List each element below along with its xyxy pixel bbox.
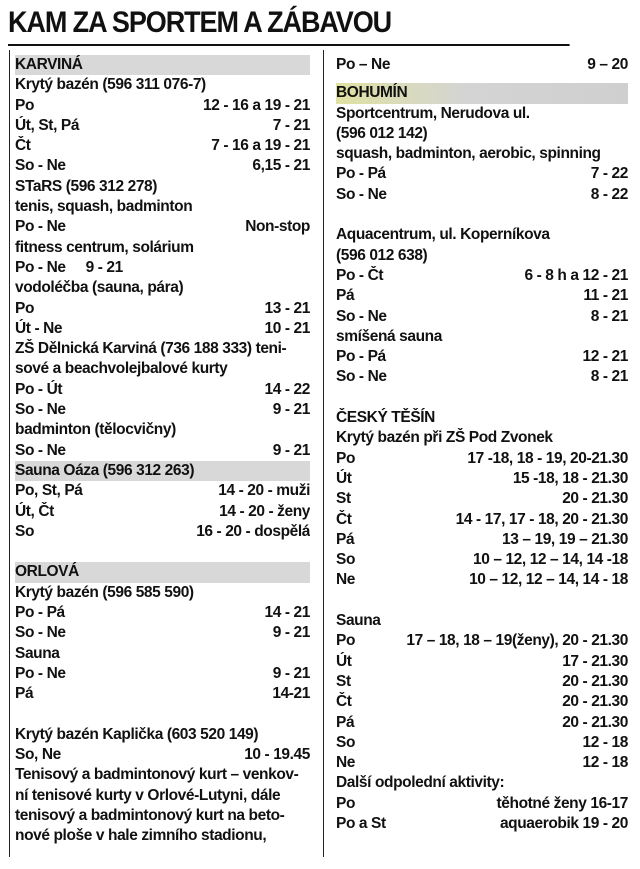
hours-value: 20 - 21.30 — [562, 672, 628, 690]
hours-value: 10 – 12, 12 – 14, 14 -18 — [472, 551, 628, 569]
days-label: Pá — [336, 287, 355, 305]
schedule-row — [336, 347, 628, 367]
hours-value: 14-21 — [272, 685, 310, 703]
hours-value: 9 – 20 — [587, 56, 628, 73]
spacer — [336, 388, 628, 408]
line-text: Krytý bazén Kaplička (603 520 149) — [15, 725, 259, 743]
line-text: nové ploše v hale zimního stadionu, — [15, 827, 267, 845]
section-heading — [336, 83, 628, 103]
schedule-row — [15, 502, 310, 522]
hours-value: 7 - 22 — [590, 165, 628, 183]
hours-value: 13 – 19, 19 – 21.30 — [502, 530, 628, 548]
text-line — [15, 339, 310, 359]
hours-value: 13 - 21 — [264, 299, 310, 317]
schedule-row — [336, 530, 628, 550]
days-label: Út, Čt — [15, 502, 54, 520]
schedule-row — [336, 55, 628, 75]
hours-value: 10 - 19.45 — [244, 746, 310, 764]
hours-value: 8 - 22 — [590, 185, 628, 203]
text-line — [15, 786, 310, 806]
hours-value: 14 - 17, 17 - 18, 20 - 21.30 — [455, 510, 628, 528]
days-label: So - Ne — [336, 307, 387, 325]
hours-value: 9 - 21 — [272, 401, 310, 419]
line-text: tenis, squash, badminton — [15, 198, 193, 216]
text-line — [15, 806, 310, 826]
schedule-row — [336, 469, 628, 489]
page-title: KAM ZA SPORTEM A ZÁBAVOU — [8, 4, 570, 46]
days-label: So - Ne — [15, 157, 66, 175]
column-divider — [323, 50, 324, 857]
schedule-row — [15, 441, 310, 461]
schedule-row — [336, 692, 628, 712]
days-label: St — [336, 490, 351, 508]
text-line — [336, 327, 628, 347]
text-line — [15, 75, 310, 95]
text-line — [336, 104, 628, 124]
schedule-row — [15, 745, 310, 765]
text-line — [15, 583, 310, 603]
hours-value: 14 - 20 - muži — [218, 482, 310, 500]
text-line — [336, 773, 628, 793]
spacer — [336, 591, 628, 611]
text-line — [336, 408, 628, 428]
schedule-row — [336, 307, 628, 327]
days-label: Po — [15, 299, 35, 317]
section-heading — [15, 461, 310, 481]
schedule-row — [336, 794, 628, 814]
text-line — [336, 144, 628, 164]
days-label: Út — [336, 652, 352, 670]
schedule-row — [336, 570, 628, 590]
line-text: ZŠ Dělnická Karviná (736 188 333) teni- — [15, 340, 287, 358]
line-text: tenisový a badmintonový kurt na beto- — [15, 806, 285, 824]
schedule-row — [15, 400, 310, 420]
text-line — [15, 644, 310, 664]
schedule-row — [15, 156, 310, 176]
hours-value: 17 – 18, 18 – 19(ženy), 20 - 21.30 — [406, 632, 628, 650]
days-label: BOHUMÍN — [336, 84, 408, 102]
days-label: St — [336, 672, 351, 690]
hours-value: 9 - 21 — [272, 441, 310, 459]
text-line — [336, 246, 628, 266]
line-text: smíšená sauna — [336, 327, 442, 345]
days-label: Po — [336, 632, 356, 650]
hours-value: 10 – 12, 12 – 14, 14 - 18 — [469, 571, 628, 589]
text-line — [15, 197, 310, 217]
days-label: Čt — [336, 510, 352, 528]
hours-value: 9 - 21 — [272, 624, 310, 642]
text-line — [336, 611, 628, 631]
days-label: So - Ne — [15, 401, 66, 419]
days-label: So - Ne — [15, 441, 66, 459]
schedule-row — [336, 489, 628, 509]
spacer — [15, 705, 310, 725]
schedule-row — [336, 367, 628, 387]
hours-value: 12 - 18 — [582, 754, 628, 772]
line-text: Sauna — [336, 612, 381, 630]
days-label: Po – Ne — [336, 56, 391, 73]
line-text: Další odpolední aktivity: — [336, 774, 505, 792]
text-line — [15, 177, 310, 197]
line-text: Tenisový a badmintonový kurt – venkov- — [15, 766, 299, 784]
schedule-row — [336, 652, 628, 672]
schedule-row — [336, 814, 628, 834]
line-text: (596 012 142) — [336, 124, 428, 142]
schedule-row — [336, 266, 628, 286]
schedule-row — [336, 185, 628, 205]
schedule-row — [336, 449, 628, 469]
days-label: Po - Út — [15, 380, 63, 398]
hours-value: 15 -18, 18 - 21.30 — [512, 469, 628, 487]
line-text: Sauna Oáza (596 312 263) — [15, 461, 195, 479]
line-text: Krytý bazén při ZŠ Pod Zvonek — [336, 429, 553, 447]
schedule-row — [15, 136, 310, 156]
hours-value: 11 - 21 — [583, 287, 628, 305]
line-text: sové a beachvolejbalové kurty — [15, 360, 228, 378]
text-line — [15, 765, 310, 785]
hours-value: 14 - 20 - ženy — [219, 502, 310, 520]
days-label: Po - Pá — [336, 348, 386, 366]
hours-value: 12 - 21 — [582, 348, 628, 366]
hours-value: 9 - 21 — [272, 664, 310, 682]
days-label: Po, St, Pá — [15, 482, 83, 500]
days-label: Út — [336, 469, 352, 487]
days-label: So - Ne — [15, 624, 66, 642]
text-line — [15, 278, 310, 298]
hours-value: 14 - 22 — [264, 380, 310, 398]
section-heading — [15, 55, 310, 75]
schedule-row — [336, 631, 628, 651]
days-label: KARVINÁ — [15, 56, 83, 73]
hours-value: Non-stop — [245, 218, 310, 236]
hours-value: 9 - 21 — [85, 258, 123, 276]
hours-value: 12 - 18 — [582, 733, 628, 751]
left-column — [15, 55, 310, 847]
spacer — [336, 75, 628, 83]
hours-value: 12 - 16 a 19 - 21 — [203, 96, 310, 114]
text-line — [15, 725, 310, 745]
line-text: fitness centrum, solárium — [15, 238, 194, 256]
days-label: So, Ne — [15, 746, 61, 764]
schedule-row — [336, 164, 628, 184]
text-line — [336, 225, 628, 245]
line-text: badminton (tělocvičny) — [15, 421, 176, 439]
line-text: ní tenisové kurty v Orlové-Lutyni, dále — [15, 786, 281, 804]
days-label: Po - Ne — [15, 664, 66, 682]
days-label: Po a St — [336, 814, 386, 832]
line-text: STaRS (596 312 278) — [15, 177, 158, 195]
schedule-row — [15, 258, 310, 278]
days-label: Út - Ne — [15, 319, 63, 337]
schedule-row — [15, 380, 310, 400]
days-label: Po - Pá — [336, 165, 386, 183]
days-label: Pá — [336, 713, 355, 731]
schedule-row — [15, 623, 310, 643]
days-label: Po - Ne — [15, 258, 66, 276]
right-column — [336, 55, 628, 834]
line-text: Sportcentrum, Nerudova ul. — [336, 104, 530, 122]
text-line — [15, 420, 310, 440]
days-label: Pá — [15, 685, 34, 703]
hours-value: 20 - 21.30 — [562, 693, 628, 711]
days-label: Po - Čt — [336, 266, 384, 284]
schedule-row — [336, 713, 628, 733]
schedule-row — [336, 286, 628, 306]
hours-value: 17 -18, 18 - 19, 20-21.30 — [467, 449, 628, 467]
schedule-row — [15, 96, 310, 116]
line-text: Krytý bazén (596 585 590) — [15, 583, 194, 601]
hours-value: 17 - 21.30 — [562, 652, 628, 670]
schedule-row — [15, 481, 310, 501]
days-label: So — [336, 551, 356, 569]
schedule-row — [15, 603, 310, 623]
hours-value: aquaerobik 19 - 20 — [499, 814, 628, 832]
days-label: Čt — [15, 137, 31, 155]
hours-value: 20 - 21.30 — [562, 713, 628, 731]
line-text: Sauna — [15, 644, 60, 662]
days-label: Út, St, Pá — [15, 116, 80, 134]
days-label: So - Ne — [336, 185, 387, 203]
hours-value: 20 - 21.30 — [562, 490, 628, 508]
spacer — [15, 542, 310, 562]
schedule-row — [336, 510, 628, 530]
text-line — [336, 124, 628, 144]
hours-value: 10 - 21 — [264, 319, 310, 337]
schedule-row — [15, 664, 310, 684]
days-label: Po — [336, 794, 356, 812]
days-label: So — [15, 522, 35, 540]
line-text: vodoléčba (sauna, pára) — [15, 279, 184, 297]
days-label: Po — [336, 449, 356, 467]
line-text: squash, badminton, aerobic, spinning — [336, 145, 601, 163]
text-line — [336, 428, 628, 448]
days-label: So - Ne — [336, 368, 387, 386]
schedule-row — [15, 217, 310, 237]
days-label: Po - Pá — [15, 604, 65, 622]
text-line — [15, 826, 310, 846]
hours-value: těhotné ženy 16-17 — [496, 794, 628, 812]
hours-value: 7 - 21 — [272, 116, 310, 134]
days-label: Ne — [336, 754, 356, 772]
days-label: Po - Ne — [15, 218, 66, 236]
days-label: So — [336, 733, 356, 751]
days-label: Ne — [336, 571, 356, 589]
text-line — [15, 359, 310, 379]
line-text: Aquacentrum, ul. Koperníkova — [336, 226, 550, 244]
text-line — [15, 238, 310, 258]
hours-value: 8 - 21 — [590, 307, 628, 325]
schedule-row — [336, 733, 628, 753]
left-rule — [9, 50, 10, 857]
spacer — [336, 205, 628, 225]
hours-value: 14 - 21 — [264, 604, 310, 622]
days-label: Pá — [336, 530, 355, 548]
schedule-row — [15, 319, 310, 339]
line-text: ČESKÝ TĚŠÍN — [336, 409, 435, 427]
schedule-row — [336, 672, 628, 692]
hours-value: 16 - 20 - dospělá — [196, 522, 310, 540]
days-label: Čt — [336, 693, 352, 711]
schedule-row — [336, 753, 628, 773]
hours-value: 6 - 8 h a 12 - 21 — [524, 266, 628, 284]
schedule-row — [336, 550, 628, 570]
days-label: ORLOVÁ — [15, 563, 79, 581]
schedule-row — [15, 299, 310, 319]
schedule-row — [15, 522, 310, 542]
line-text: (596 012 638) — [336, 246, 428, 264]
hours-value: 6,15 - 21 — [252, 157, 310, 175]
schedule-row — [15, 684, 310, 704]
section-heading — [15, 562, 310, 582]
hours-value: 7 - 16 a 19 - 21 — [211, 137, 310, 155]
hours-value: 8 - 21 — [590, 368, 628, 386]
days-label: Po — [15, 96, 35, 114]
schedule-row — [15, 116, 310, 136]
line-text: Krytý bazén (596 311 076-7) — [15, 76, 206, 94]
